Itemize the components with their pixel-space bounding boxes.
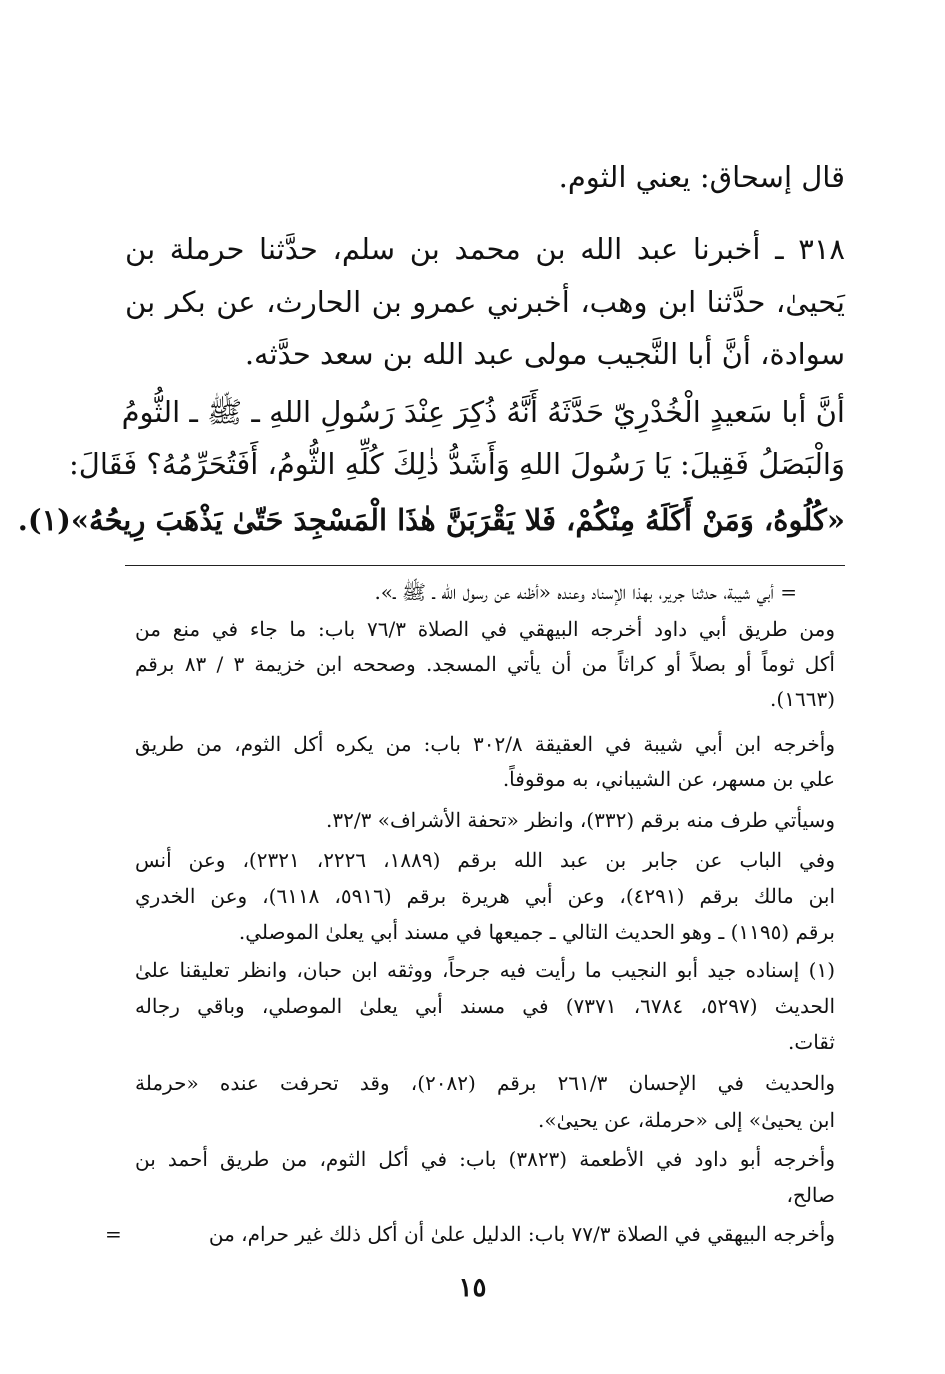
footnote-line: ثقات. [788, 1030, 835, 1054]
footnote-line: وفي الباب عن جابر بن عبد الله برقم (١٨٨٩، ٢٢٢٦، ٢٣٢١)، وعن أنس [135, 848, 836, 872]
matn-line-3: «كُلُوهُ، وَمَنْ أَكَلَهُ مِنْكُمْ، فَلا يَقْرَبَنَّ هٰذَا الْمَسْجِدَ حَتّىٰ يَذْهَبَ رِيحُهُ»(١). [17, 503, 845, 537]
matn-line-2: وَالْبَصَلُ فَقِيلَ: يَا رَسُولَ اللهِ وَأَشَدُّ ذٰلِكَ كُلِّهِ الثُّومُ، أَفَتُحَرِّمُهُ؟ فَقَالَ: [68, 447, 845, 481]
footnote-line: وسيأتي طرف منه برقم (٣٣٢)، وانظر «تحفة الأشراف» ٣٢/٣. [326, 808, 835, 832]
matn-line-1: أنَّ أبا سَعيدٍ الْخُدْرِيّ حَدَّثَهُ أَنَّهُ ذُكِرَ عِنْدَ رَسُولِ اللهِ ـ ﷺ ـ الثُّومُ [121, 395, 845, 429]
isnad-line-1: ٣١٨ ـ أخبرنا عبد الله بن محمد بن سلم، حدَّثنا حرملة بن [125, 232, 845, 266]
footnote-separator [125, 565, 845, 566]
footnote-line: وأخرجه البيهقي في الصلاة ٧٧/٣ باب: الدليل علىٰ أن أكل ذلك غير حرام، من [208, 1222, 835, 1246]
footnote-line: والحديث في الإحسان ٢٦١/٣ برقم (٢٠٨٢)، وقد تحرفت عنده «حرملة [135, 1071, 835, 1095]
footnote-line: وأخرجه أبو داود في الأطعمة (٣٨٢٣) باب: في أكل الثوم، من طريق أحمد بن [135, 1147, 835, 1171]
footnote-line: علي بن مسهر، عن الشيباني، به موقوفاً. [502, 767, 835, 791]
isnad-line-2: يَحيىٰ، حدَّثنا ابن وهب، أخبرني عمرو بن الحارث، عن بكر بن [125, 285, 845, 319]
footnote-1: (١) إسناده جيد أبو النجيب ما رأيت فيه جرحاً، ووثقه ابن حبان، وانظر تعليقنا علىٰ [135, 958, 835, 982]
continuation-marker: = [105, 1222, 122, 1246]
footnote-line: وأخرجه ابن أبي شيبة في العقيقة ٣٠٢/٨ باب: من يكره أكل الثوم، من طريق [135, 732, 835, 756]
footnote-line: ومن طريق أبي داود أخرجه البيهقي في الصلاة ٧٦/٣ باب: ما جاء في منع من [135, 617, 835, 641]
footnote-line: (١٦٦٣). [770, 687, 835, 711]
footnote-line: ابن يحيىٰ» إلى «حرملة، عن يحيىٰ». [538, 1108, 835, 1132]
footnote-line: صالح، [786, 1183, 835, 1207]
page-number: ١٥ [458, 1273, 487, 1303]
footnote-line: برقم (١١٩٥) ـ وهو الحديث التالي ـ جميعها في مسند أبي يعلىٰ الموصلي. [238, 920, 835, 944]
footnote-line: أكل ثوماً أو بصلاً أو كراثاً من أن يأتي المسجد. وصححه ابن خزيمة ٣ / ٨٣ برقم [135, 652, 835, 676]
intro-line: قال إسحاق: يعني الثوم. [558, 160, 845, 194]
footnote-line: الحديث (٥٢٩٧، ٦٧٨٤، ٧٣٧١) في مسند أبي يعلىٰ الموصلي، وباقي رجاله [135, 994, 836, 1018]
footnote-line: ابن مالك برقم (٤٢٩١)، وعن أبي هريرة برقم (٥٩١٦، ٦١١٨)، وعن الخدري [135, 884, 836, 908]
isnad-line-3: سوادة، أنَّ أبا النَّجيب مولى عبد الله بن سعد حدَّثه. [244, 337, 845, 371]
footnote-line: = أبي شيبة، حدثنا جرير، بهذا الإسناد وعنده «أظنه عن رسول الله ـ ﷺ ـ». [374, 580, 797, 604]
